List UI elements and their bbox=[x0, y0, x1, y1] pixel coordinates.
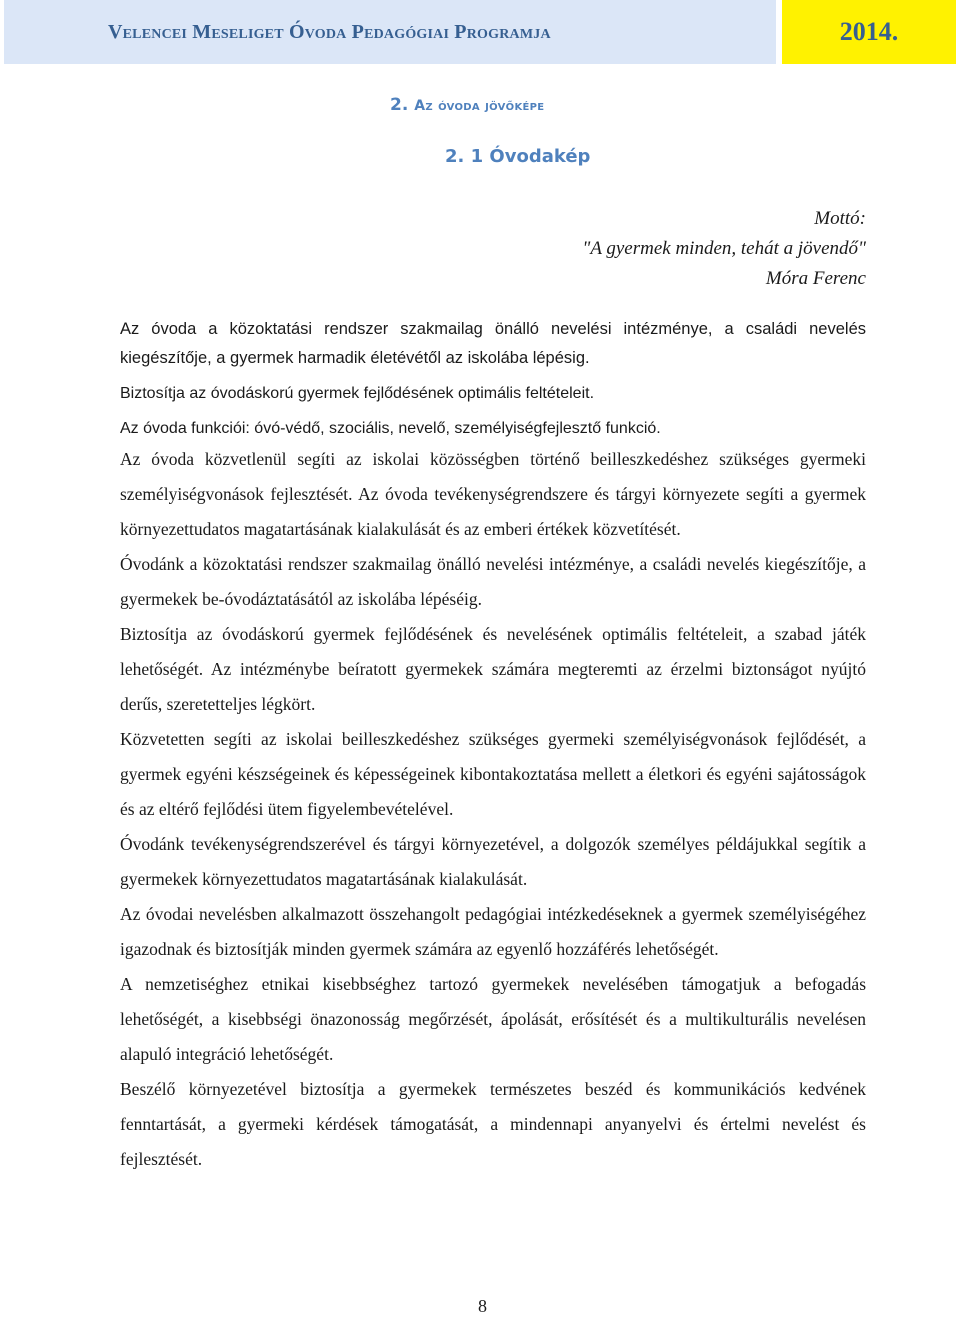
section-title: Az óvoda jövőképe bbox=[414, 98, 545, 114]
paragraph: Óvodánk a közoktatási rendszer szakmailag önálló nevelési intézménye, a családi nevelés kiegészítője, a gyermekek be-óvodáztatásától az iskolába lépéséig. bbox=[120, 554, 866, 609]
paragraph: Az óvoda funkciói: óvó-védő, szociális, nevelő, személyiségfejlesztő funkció. bbox=[120, 420, 661, 437]
paragraph: Az óvodai nevelésben alkalmazott összehangolt pedagógiai intézkedéseknek a gyermek személyiségéhez igazodnak és biztosítják minden gyermek számára az egyenlő hozzáférés lehetőségét. bbox=[120, 904, 866, 959]
motto-author: Móra Ferenc bbox=[765, 268, 866, 289]
paragraph: Biztosítja az óvodáskorú gyermek fejlődésének és nevelésének optimális feltételeit, a szabad játék lehetőségét. Az intézménybe beíratott gyermekek számára megteremti az érzelmi biztonságot nyújtó derűs, szeretetteljes légkört. bbox=[120, 624, 866, 714]
motto-quote: "A gyermek minden, tehát a jövendő" bbox=[582, 238, 866, 259]
section-heading bbox=[390, 95, 544, 115]
motto-block bbox=[582, 204, 866, 294]
paragraph: Óvodánk tevékenységrendszerével és tárgyi környezetével, a dolgozók személyes példájukkal segítik a gyermekek környezettudatos magatartásának kialakulását. bbox=[120, 834, 866, 889]
body-text bbox=[120, 315, 866, 1177]
motto-label: Mottó: bbox=[814, 208, 866, 229]
page-number: 8 bbox=[478, 1296, 487, 1316]
paragraph: Az óvoda a közoktatási rendszer szakmailag önálló nevelési intézménye, a családi nevelés kiegészítője, a gyermek harmadik életévétől az iskolába lépésig. bbox=[120, 320, 866, 367]
subsection-heading: 2. 1 Óvodakép bbox=[445, 146, 591, 167]
section-number: 2. bbox=[390, 95, 409, 115]
paragraph: Az óvoda közvetlenül segíti az iskolai közösségben történő beilleszkedéshez szükséges gyermeki személyiségvonások fejlesztését. Az óvoda tevékenységrendszere és tárgyi környezete segíti a gyermek környezettudatos magatartásának kialakulását és az emberi értékek közvetítését. bbox=[120, 449, 866, 539]
paragraph: Közvetetten segíti az iskolai beilleszkedéshez szükséges gyermeki személyiségvonások fejlődését, a gyermek egyéni készségeinek és képességeinek kibontakoztatása mellett a életkori és egyéni sajátosságok és az eltérő fejlődési ütem figyelembevételével. bbox=[120, 729, 866, 819]
paragraph: Beszélő környezetével biztosítja a gyermekek természetes beszéd és kommunikációs kedvének fenntartását, a gyermeki kérdések támogatását, a mindennapi anyanyelvi és értelmi nevelést és fejlesztését. bbox=[120, 1079, 866, 1169]
paragraph: A nemzetiséghez etnikai kisebbséghez tartozó gyermekek nevelésében támogatjuk a befogadás lehetőségét, a kisebbségi önazonosság megőrzését, ápolását, erősítését és a multikulturális nevelésen alapuló integráció lehetőségét. bbox=[120, 974, 866, 1064]
page-header bbox=[4, 0, 956, 64]
paragraph: Biztosítja az óvodáskorú gyermek fejlődésének optimális feltételeit. bbox=[120, 385, 595, 402]
header-year: 2014. bbox=[782, 0, 956, 64]
header-title: Velencei Meseliget Óvoda Pedagógiai Programja bbox=[4, 0, 776, 64]
